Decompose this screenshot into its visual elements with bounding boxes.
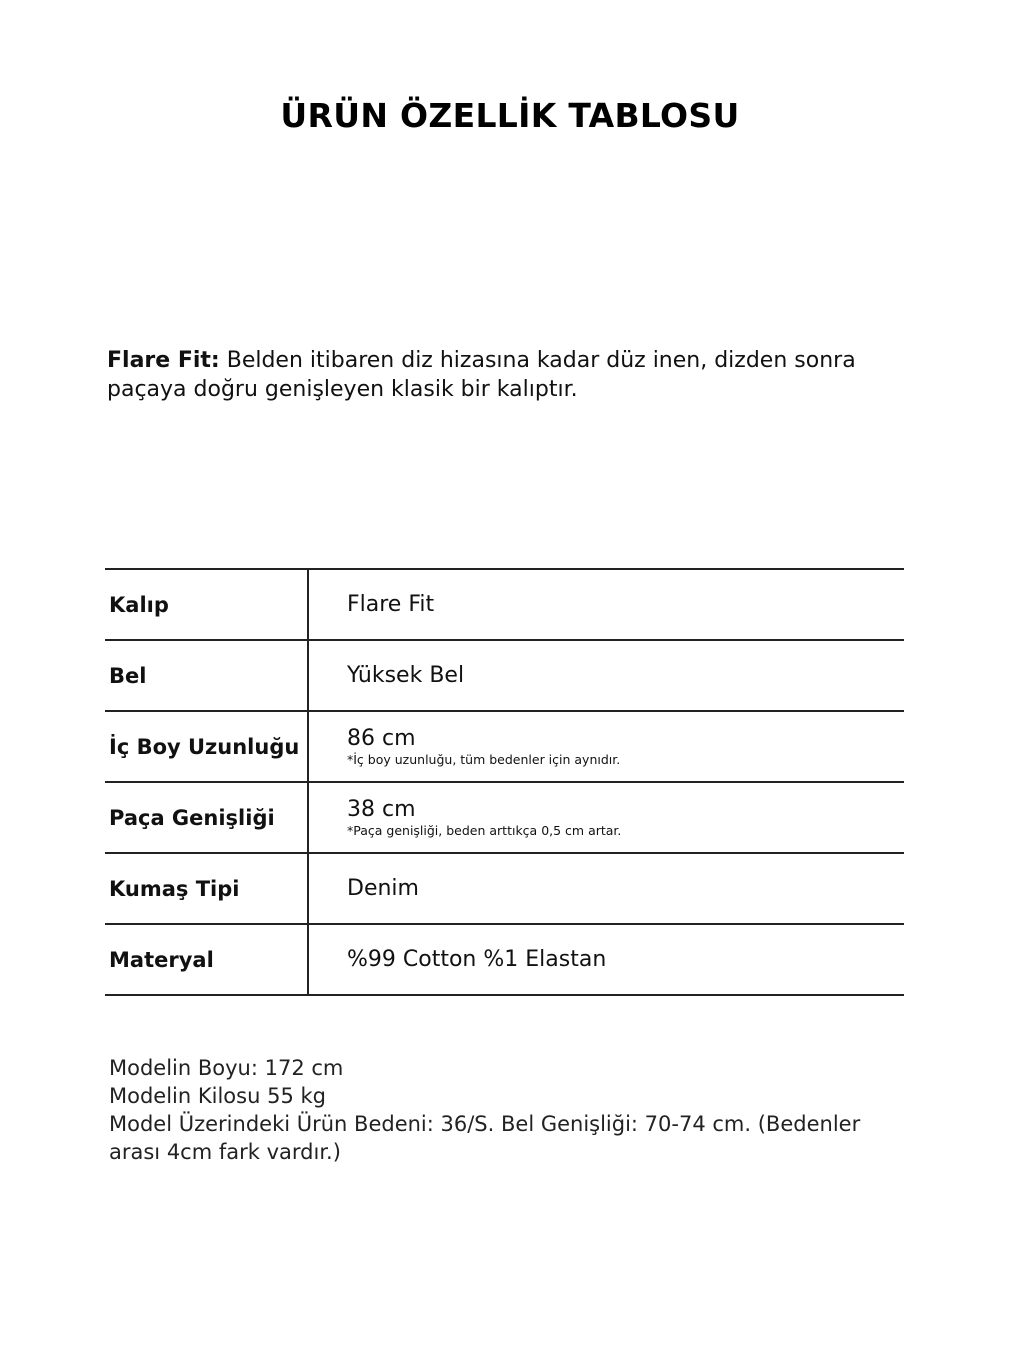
column-divider: [307, 925, 309, 994]
spec-label: Bel: [109, 663, 147, 688]
spec-value-text: %99 Cotton %1 Elastan: [347, 947, 607, 972]
spec-value-text: Yüksek Bel: [347, 663, 465, 688]
spec-table: [105, 568, 904, 996]
column-divider: [307, 712, 309, 781]
spec-label: Kumaş Tipi: [109, 876, 240, 901]
fit-description: [107, 346, 867, 404]
spec-value: [347, 570, 434, 639]
spec-label: Materyal: [109, 947, 214, 972]
spec-label: Paça Genişliği: [109, 805, 275, 830]
spec-note: *İç boy uzunluğu, tüm bedenler için aynıdır.: [347, 752, 621, 767]
spec-value-text: 86 cm: [347, 726, 416, 751]
model-weight: Modelin Kilosu 55 kg: [109, 1084, 326, 1108]
spec-value: [347, 712, 620, 781]
spec-value: [347, 783, 621, 852]
spec-value: [347, 641, 464, 710]
spec-value-text: 38 cm: [347, 797, 416, 822]
column-divider: [307, 641, 309, 710]
spec-row-kalip: [105, 570, 904, 641]
model-height: Modelin Boyu: 172 cm: [109, 1056, 344, 1080]
spec-value: [347, 854, 419, 923]
spec-note: *Paça genişliği, beden arttıkça 0,5 cm artar.: [347, 823, 622, 838]
spec-value: [347, 925, 606, 994]
spec-row-paca: [105, 783, 904, 854]
fit-text: Belden itibaren diz hizasına kadar düz inen, dizden sonra paçaya doğru genişleyen klasik bir kalıptır.: [107, 348, 856, 402]
spec-row-kumas: [105, 854, 904, 925]
spec-value-text: Denim: [347, 876, 419, 901]
column-divider: [307, 570, 309, 639]
page-title: ÜRÜN ÖZELLİK TABLOSU: [280, 96, 740, 135]
spec-row-ic-boy: [105, 712, 904, 783]
spec-value-text: Flare Fit: [347, 592, 435, 617]
spec-row-materyal: [105, 925, 904, 996]
column-divider: [307, 783, 309, 852]
spec-label: İç Boy Uzunluğu: [109, 734, 300, 759]
column-divider: [307, 854, 309, 923]
model-size: Model Üzerindeki Ürün Bedeni: 36/S. Bel Genişliği: 70-74 cm. (Bedenler arası 4cm fark vardır.): [109, 1112, 861, 1164]
spec-label: Kalıp: [109, 592, 169, 617]
spec-row-bel: [105, 641, 904, 712]
fit-term: Flare Fit:: [107, 348, 220, 373]
model-info: [109, 1054, 899, 1166]
